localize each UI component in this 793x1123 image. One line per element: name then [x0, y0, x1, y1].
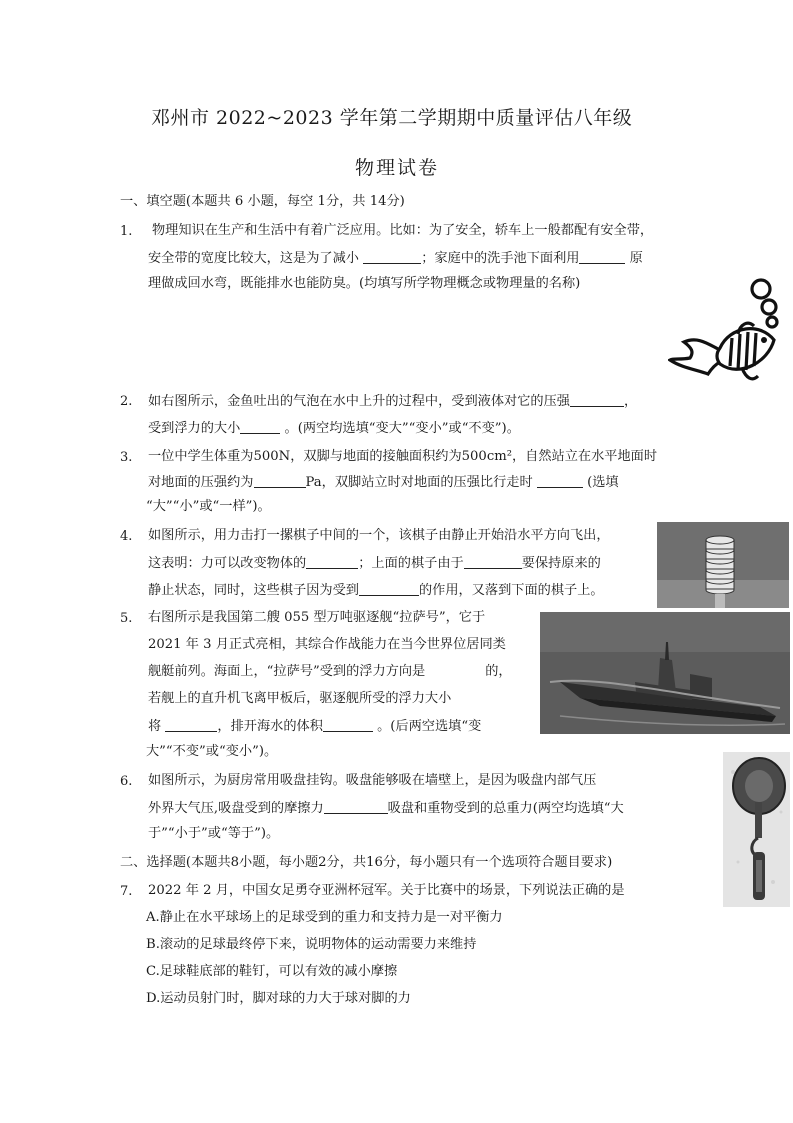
question-number: 3. — [120, 450, 133, 465]
chess-pieces-stack-image — [657, 522, 789, 608]
chess-pieces-photo — [657, 522, 789, 608]
question-text-line — [148, 801, 624, 815]
answer-blank — [323, 719, 373, 732]
section-heading-multiple-choice: 二、选择题(本题共8小题，每小题2分，共16分，每小题只有一个选项符合题目要求) — [120, 855, 613, 870]
goldfish-bubbles-illustration — [668, 278, 786, 390]
question-text: 这表明：力可以改变物体的 — [148, 556, 307, 571]
question-number: 4. — [120, 529, 133, 544]
question-text: 右图所示是我国第二艘 055 型万吨驱逐舰“拉萨号”，它于 — [148, 610, 486, 625]
answer-blank — [537, 475, 583, 488]
question-text: ；上面的棋子由于 — [358, 556, 464, 571]
choice-option-b: B.滚动的足球最终停下来，说明物体的运动需要力来维持 — [146, 937, 477, 952]
question-text-line — [148, 394, 637, 408]
question-text-line — [148, 475, 619, 489]
choice-option-a: A.静止在水平球场上的足球受到的重力和支持力是一对平衡力 — [146, 910, 503, 925]
answer-blank — [363, 251, 421, 264]
choice-option-d: D.运动员射门时，脚对球的力大于球对脚的力 — [146, 991, 411, 1006]
answer-blank — [165, 719, 217, 732]
answer-blank — [570, 394, 624, 407]
bubble-icon — [767, 317, 777, 327]
destroyer-ship-image — [540, 612, 790, 734]
answer-blank — [464, 556, 522, 569]
question-text: 如图所示，为厨房常用吸盘挂钩。吸盘能够吸在墙壁上，是因为吸盘内部气压 — [148, 773, 597, 788]
question-text: 原 — [629, 251, 643, 266]
question-number: 7. — [120, 884, 133, 899]
page-title: 邓州市 2022~2023 学年第二学期期中质量评估八年级 — [151, 107, 633, 129]
answer-blank — [240, 421, 280, 434]
question-number: 6. — [120, 774, 133, 789]
question-text: 的作用，又落到下面的棋子上。 — [419, 583, 604, 598]
question-text-line — [148, 665, 512, 678]
question-text: 。(后两空选填“变 — [377, 719, 482, 734]
question-text-line — [148, 719, 481, 733]
answer-blank — [579, 251, 625, 264]
question-text-line — [148, 421, 520, 435]
question-text: 对地面的压强约为 — [148, 475, 254, 490]
question-text: 于”“小于”或“等于”)。 — [148, 826, 280, 841]
question-text-line — [148, 251, 643, 265]
question-text: ， — [624, 394, 638, 409]
question-text: 舰艇前列。海面上，“拉萨号”受到的浮力方向是 — [148, 664, 426, 679]
answer-blank — [359, 583, 419, 596]
question-text: 2021 年 3 月正式亮相，其综合作战能力在当今世界位居同类 — [148, 637, 506, 652]
question-text: 静止状态，同时，这些棋子因为受到 — [148, 583, 359, 598]
question-text: 将 — [148, 719, 162, 734]
question-text: “大”“小”或“一样”)。 — [146, 499, 271, 514]
question-text: 物理知识在生产和生活中有着广泛应用。比如：为了安全，轿车上一般都配有安全带， — [152, 223, 654, 238]
question-number: 1. — [120, 224, 133, 239]
question-text: ；家庭中的洗手池下面利用 — [421, 251, 580, 266]
question-text-line — [148, 556, 601, 570]
question-text: 吸盘和重物受到的总重力(两空均选填“大 — [387, 801, 624, 816]
question-text: Pa，双脚站立时对地面的压强比行走时 — [305, 475, 533, 490]
page-subtitle: 物理试卷 — [355, 157, 440, 179]
question-text: 外界大气压,吸盘受到的摩擦力 — [148, 801, 324, 816]
question-text: 若舰上的直升机飞离甲板后，驱逐舰所受的浮力大小 — [148, 691, 452, 706]
question-text: 安全带的宽度比较大，这是为了减小 — [148, 251, 359, 266]
suction-cup-hook-image — [723, 752, 790, 907]
answer-blank — [306, 556, 358, 569]
bubble-icon — [752, 280, 770, 298]
question-number: 2. — [120, 394, 133, 409]
question-text: 大”“不变”或“变小”)。 — [146, 744, 278, 759]
section-heading-fill-blank: 一、填空题(本题共 6 小题，每空 1分，共 14分) — [120, 194, 405, 209]
question-text: 如右图所示，金鱼吐出的气泡在水中上升的过程中，受到液体对它的压强 — [148, 394, 570, 409]
question-text: ，排开海水的体积 — [217, 719, 323, 734]
answer-blank — [254, 475, 306, 488]
question-text: 2022 年 2 月，中国女足勇夺亚洲杯冠军。关于比赛中的场景，下列说法正确的是 — [148, 883, 625, 898]
question-text: 的， — [485, 664, 512, 679]
destroyer-photo — [540, 612, 790, 734]
question-text: 一位中学生体重为500N，双脚与地面的接触面积约为500cm²，自然站立在水平地面时 — [148, 449, 658, 464]
answer-blank — [324, 801, 388, 814]
question-text: 理做成回水弯，既能排水也能防臭。(均填写所学物理概念或物理量的名称) — [148, 276, 581, 291]
question-number: 5. — [120, 611, 133, 626]
question-text: 。(两空均选填“变大”“变小”或“不变”)。 — [284, 421, 520, 436]
bubble-icon — [762, 300, 776, 314]
question-text: 受到浮力的大小 — [148, 421, 241, 436]
question-text-line — [148, 583, 604, 597]
choice-option-c: C.足球鞋底部的鞋钉，可以有效的减小摩擦 — [146, 964, 398, 979]
question-text: 如图所示，用力击打一摞棋子中间的一个，该棋子由静止开始沿水平方向飞出， — [148, 528, 610, 543]
question-text: (选填 — [587, 475, 619, 490]
suction-cup-hook-photo — [723, 752, 790, 907]
question-text: 要保持原来的 — [521, 556, 601, 571]
